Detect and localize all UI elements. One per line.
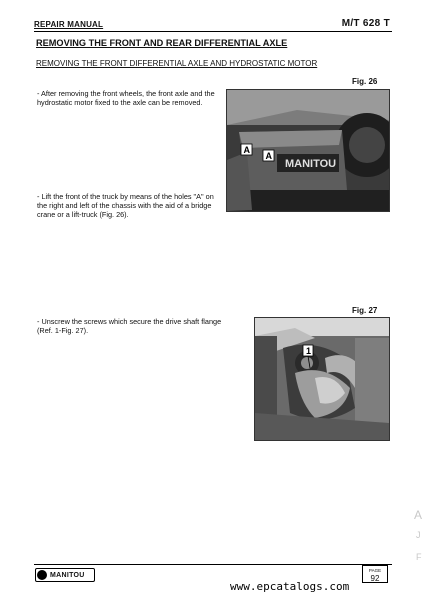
manitou-logo-icon <box>37 570 47 580</box>
edge-artifact: A <box>414 508 423 522</box>
section-title: REMOVING THE FRONT AND REAR DIFFERENTIAL AXLE <box>36 38 288 48</box>
fig-26-marker-left <box>241 144 252 155</box>
svg-text:1: 1 <box>306 346 312 356</box>
fig-27-marker-1 <box>303 345 313 356</box>
page-label: PAGE <box>368 568 382 573</box>
fig-27-label: Fig. 27 <box>352 306 378 315</box>
header-manual-title: REPAIR MANUAL <box>34 20 104 29</box>
paragraph-remove-front-wheels: - After removing the front wheels, the front axle and the hydrostatic motor fixed to the axle can be removed. <box>37 89 215 107</box>
fig-26-brand-text: MANITOU <box>285 158 337 170</box>
watermark-url[interactable]: www.epcatalogs.com <box>230 580 350 593</box>
paragraph-lift-truck: - Lift the front of the truck by means of the holes "A" on the right and left of the chassis with the aid of a bridge crane or a lift-truck (Fig. 26). <box>37 192 214 219</box>
fig-26-marker-right <box>263 150 274 161</box>
fig-27-photo <box>254 317 390 441</box>
footer-logo <box>35 568 95 582</box>
edge-artifact: F <box>416 552 422 562</box>
fig-26-photo <box>226 89 390 212</box>
footer-rule <box>34 564 392 565</box>
page-number-box <box>362 565 388 583</box>
section-subtitle: REMOVING THE FRONT DIFFERENTIAL AXLE AND HYDROSTATIC MOTOR <box>36 59 318 68</box>
svg-text:A: A <box>243 145 250 155</box>
page-number: 92 <box>370 574 380 583</box>
edge-artifact: J <box>416 530 421 540</box>
header-rule <box>34 31 392 32</box>
fig-27-image <box>255 318 389 440</box>
paragraph-unscrew-screws: - Unscrew the screws which secure the drive shaft flange (Ref. 1-Fig. 27). <box>37 317 222 335</box>
svg-text:A: A <box>265 151 272 161</box>
header-model: M/T 628 T <box>341 18 390 29</box>
fig-26-image <box>227 90 389 211</box>
footer-logo-text: MANITOU <box>50 571 85 579</box>
fig-26-label: Fig. 26 <box>352 77 378 86</box>
